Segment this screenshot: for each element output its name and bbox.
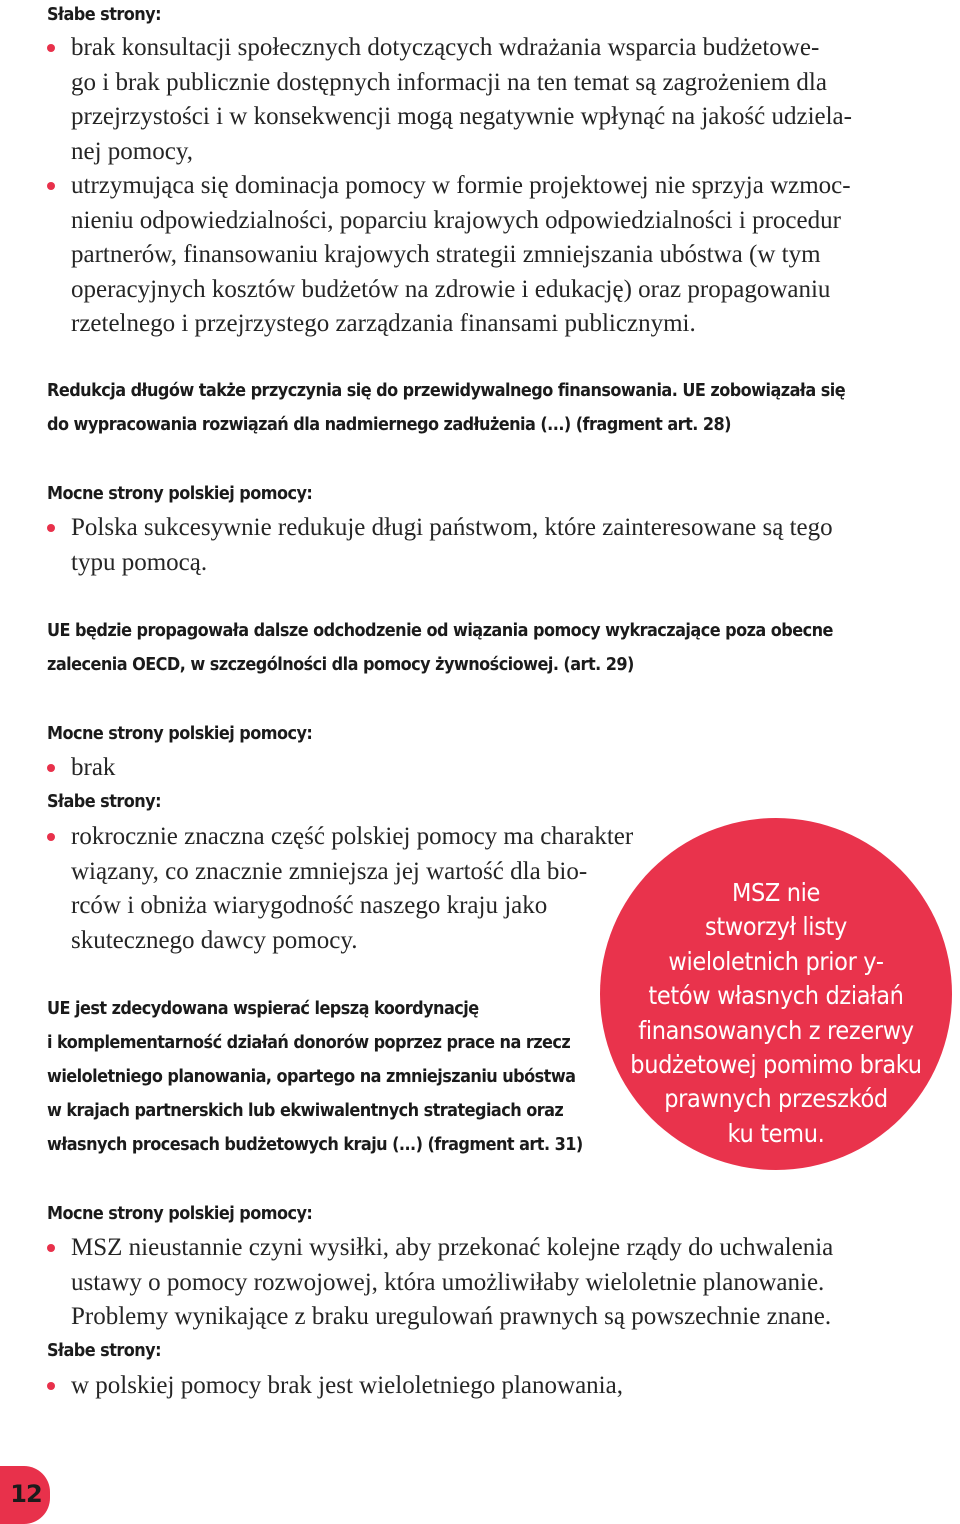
list-item <box>47 169 851 342</box>
bullet-text-line: rzetelnego i przejrzystego zarządzania finansami publicznymi. <box>71 310 696 337</box>
quote-line: w krajach partnerskich lub ekwiwalentnych strategiach oraz <box>47 1101 564 1121</box>
list-item <box>47 751 115 786</box>
list-item <box>47 31 852 169</box>
weak-points-heading: Słabe strony: <box>47 792 161 812</box>
quote-line: Redukcja długów także przyczynia się do przewidywalnego finansowania. UE zobowiązała się <box>47 381 846 401</box>
strong-points-heading: Mocne strony polskiej pomocy: <box>47 484 313 504</box>
callout-line: finansowanych z rezerwy <box>638 1015 914 1045</box>
bullet-text-line: typu pomocą. <box>71 548 208 576</box>
bullet-text-line: Polska sukcesywnie redukuje długi państwom, które zainteresowane są tego <box>71 514 833 541</box>
weak-points-heading: Słabe strony: <box>47 5 161 25</box>
bullet-text-line: rców i obniża wiarygodność naszego kraju jako <box>71 892 548 919</box>
bullet-text-line: nej pomocy, <box>71 137 193 165</box>
quote-line: zalecenia OECD, w szczególności dla pomocy żywnościowej. (art. 29) <box>47 655 634 675</box>
bullet-icon <box>47 1244 55 1252</box>
page-number-tab <box>0 1466 50 1524</box>
quote-line: wieloletniego planowania, opartego na zmniejszaniu ubóstwa <box>47 1067 576 1087</box>
list-item <box>47 1369 623 1404</box>
weak-points-heading: Słabe strony: <box>47 1341 161 1361</box>
bullet-text-line: operacyjnych kosztów budżetów na zdrowie i edukację) oraz propagowaniu <box>71 275 831 303</box>
bullet-text-line: MSZ nieustannie czyni wysiłki, aby przekonać kolejne rządy do uchwalenia <box>71 1234 834 1261</box>
bullet-icon <box>47 1382 55 1390</box>
quote-art-28 <box>47 374 845 442</box>
list-item <box>47 820 667 958</box>
quote-line: UE jest zdecydowana wspierać lepszą koordynację <box>47 999 479 1019</box>
callout-line: MSZ nie <box>731 878 821 907</box>
quote-line: UE będzie propagowała dalsze odchodzenie od wiązania pomocy wykraczające poza obecne <box>47 621 833 641</box>
callout-line: wieloletnich prior y- <box>668 946 884 976</box>
quote-art-31 <box>47 992 583 1162</box>
strong-points-heading: Mocne strony polskiej pomocy: <box>47 724 313 744</box>
callout-line: stworzył listy <box>705 912 847 942</box>
list-item <box>47 511 833 580</box>
bullet-text-line: partnerów, finansowaniu krajowych strategii zmniejszania ubóstwa (w tym <box>71 241 821 268</box>
bullet-text-line: nieniu odpowiedzialności, poparciu krajowych odpowiedzialności i procedur <box>71 206 841 234</box>
bullet-text-line: Problemy wynikające z braku uregulowań prawnych są powszechnie znane. <box>71 1303 832 1330</box>
bullet-icon <box>47 833 55 841</box>
bullet-text-line: rokrocznie znaczna część polskiej pomocy ma charakter <box>71 823 634 850</box>
bullet-icon <box>47 44 55 52</box>
callout-line: prawnych przeszkód <box>664 1084 888 1114</box>
quote-line: i komplementarność działań donorów poprzez prace na rzecz <box>47 1033 571 1053</box>
bullet-text-line: skutecznego dawcy pomocy. <box>71 926 358 954</box>
bullet-text-line: ustawy o pomocy rozwojowej, która umożliwiłaby wieloletnie planowanie. <box>71 1268 825 1296</box>
callout-line: tetów własnych działań <box>648 981 904 1011</box>
callout-line: budżetowej pomimo braku <box>630 1050 922 1080</box>
bullet-text-line: w polskiej pomocy brak jest wieloletniego planowania, <box>71 1372 623 1399</box>
bullet-text-line: przejrzystości i w konsekwencji mogą negatywnie wpłynąć na jakość udziela- <box>71 103 852 130</box>
quote-line: do wypracowania rozwiązań dla nadmiernego zadłużenia (...) (fragment art. 28) <box>47 415 731 435</box>
page-number: 12 <box>10 1480 42 1508</box>
quote-line: własnych procesach budżetowych kraju (...) (fragment art. 31) <box>47 1135 583 1155</box>
bullet-text-line: utrzymująca się dominacja pomocy w formie projektowej nie sprzyja wzmoc- <box>71 172 851 199</box>
bullet-icon <box>47 182 55 190</box>
bullet-text-line: go i brak publicznie dostępnych informacji na ten temat są zagrożeniem dla <box>71 68 827 96</box>
bullet-text-line: wiązany, co znacznie zmniejsza jej wartość dla bio- <box>71 857 588 885</box>
bullet-icon <box>47 524 55 532</box>
bullet-text-line: brak konsultacji społecznych dotyczących wdrażania wsparcia budżetowe- <box>71 34 820 61</box>
strong-points-heading: Mocne strony polskiej pomocy: <box>47 1204 313 1224</box>
callout-line: ku temu. <box>727 1118 825 1148</box>
list-item <box>47 1231 833 1335</box>
callout-text <box>600 876 952 1151</box>
bullet-icon <box>47 764 55 772</box>
bullet-text-line: brak <box>71 754 116 781</box>
quote-art-29 <box>47 614 833 682</box>
